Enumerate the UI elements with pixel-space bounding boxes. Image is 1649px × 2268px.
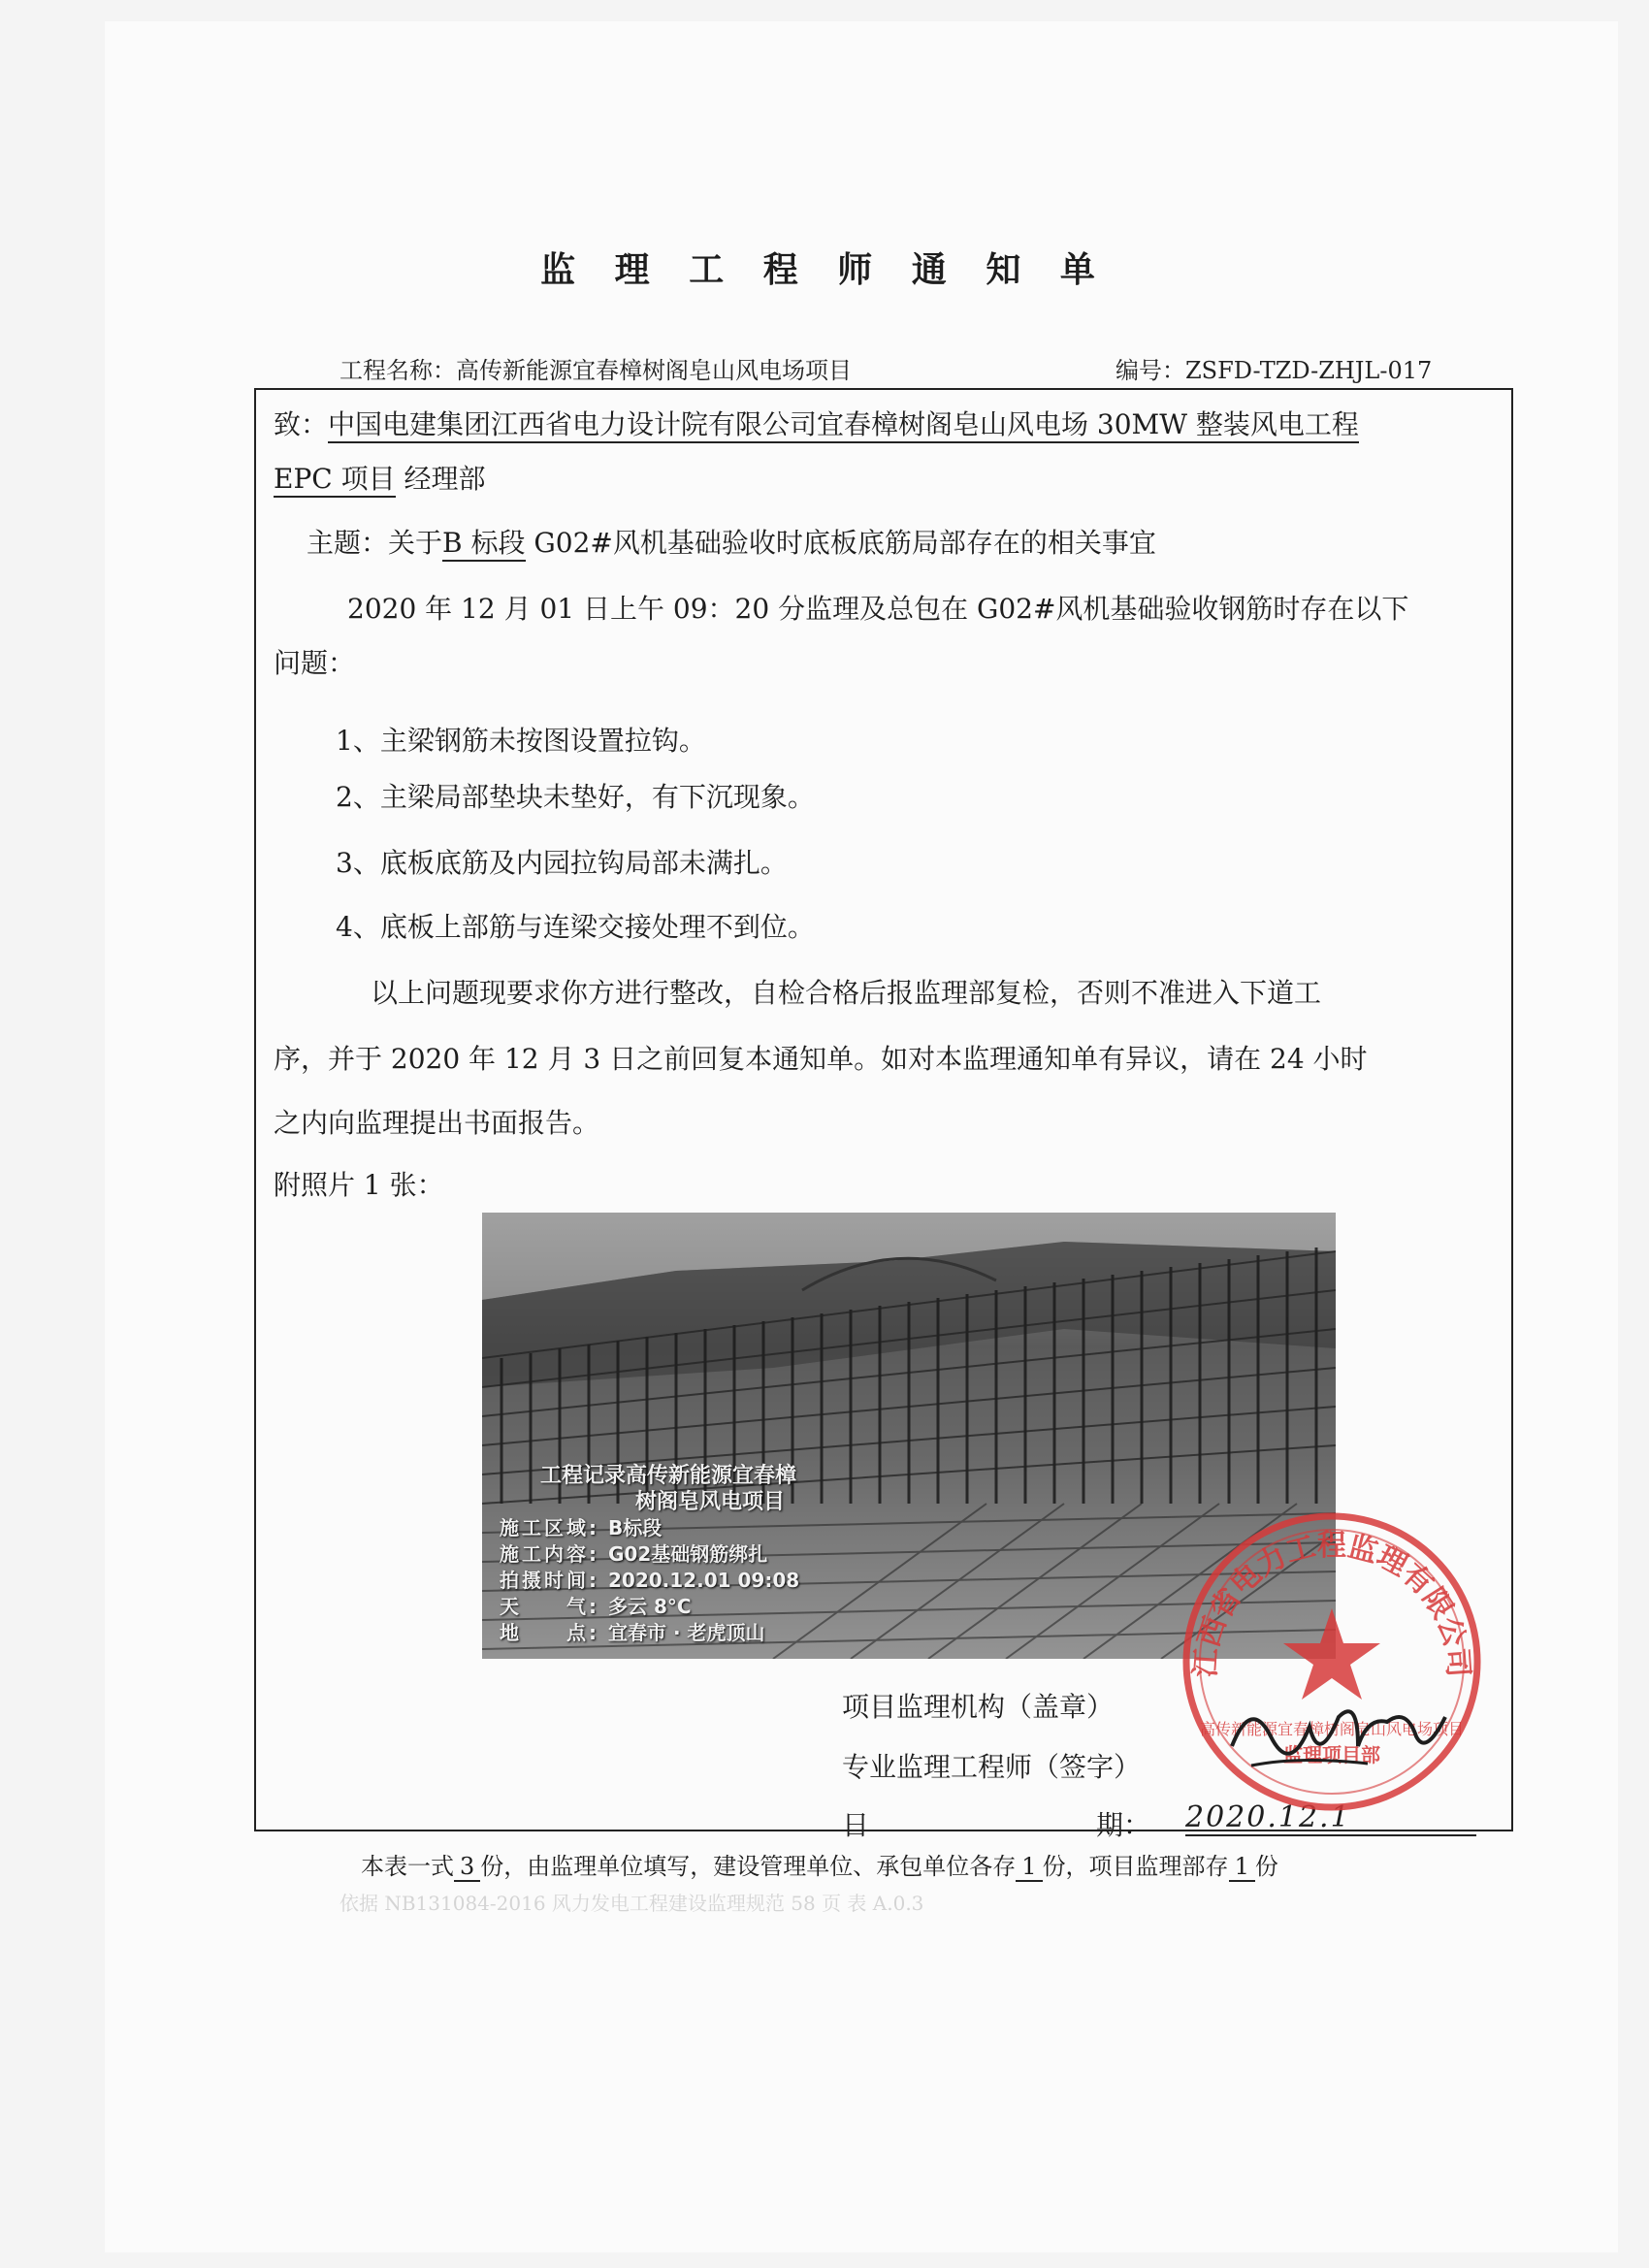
caption-value: 宜春市 · 老虎顶山: [608, 1621, 765, 1644]
attachment-note: 附照片 1 张：: [274, 1169, 444, 1201]
document-code-field: [1116, 351, 1432, 385]
caption-value: G02基础钢筋绑扎: [608, 1542, 768, 1566]
caption-row: [500, 1541, 799, 1568]
caption-label: 天 气:: [500, 1595, 599, 1618]
paragraph-2-line-1: 以上问题现要求你方进行整改，自检合格后报监理部复检，否则不准进入下道工: [371, 977, 1322, 1009]
engineer-signature-label: 专业监理工程师（签字）: [842, 1751, 1142, 1783]
caption-value: 2020.12.01 09:08: [608, 1569, 800, 1592]
caption-label: 施工内容:: [500, 1542, 599, 1566]
caption-label: 地 点:: [500, 1621, 599, 1644]
date-value: 2020.12.1: [1185, 1800, 1476, 1836]
project-name-label: 工程名称：: [340, 357, 456, 384]
document-code-label: 编号：: [1116, 357, 1185, 384]
recipient-department: 经理部: [395, 463, 486, 495]
paragraph-1-line-1: 2020 年 12 月 01 日上午 09：20 分监理及总包在 G02#风机基础验收钢筋时存在以下: [347, 593, 1409, 625]
copies-note-text: 份，项目监理部存: [1042, 1853, 1229, 1880]
copies-note: [361, 1847, 1278, 1881]
project-name-field: [340, 351, 852, 385]
caption-row: [500, 1568, 799, 1594]
caption-row: [500, 1594, 799, 1620]
caption-title-line-2: 树阁皂风电项目: [635, 1490, 786, 1514]
date-label-start: 日: [842, 1809, 870, 1841]
standard-reference: 依据 NB131084-2016 风力发电工程建设监理规范 58 页 表 A.0.3: [340, 1892, 924, 1915]
recipient-line-2: [274, 460, 486, 499]
subject-line: [307, 524, 1156, 563]
seal-outer-text: 江西省电力工程监理有限公司: [1188, 1529, 1475, 1679]
copies-total: 3: [454, 1853, 480, 1882]
copies-supervision: 1: [1229, 1853, 1255, 1882]
document-title: 监 理 工 程 师 通 知 单: [540, 249, 1109, 290]
issue-item: 3、底板底筋及内园拉钩局部未满扎。: [336, 847, 788, 879]
subject-text: G02#风机基础验收时底板底筋局部存在的相关事宜: [525, 527, 1156, 559]
project-name-value: 高传新能源宜春樟树阁皂山风电场项目: [456, 357, 852, 384]
subject-section: B 标段: [442, 527, 525, 562]
recipient-prefix: 致：: [274, 408, 329, 440]
caption-row: [500, 1515, 799, 1541]
caption-label: 拍摄时间:: [500, 1569, 599, 1592]
document-code-value: ZSFD-TZD-ZHJL-017: [1185, 357, 1433, 384]
seal-inner-text: 高传新能源宜春樟树阁皂山风电场项目: [1199, 1720, 1465, 1738]
subject-prefix: 主题：关于: [307, 527, 443, 559]
paragraph-2-line-3: 之内向监理提出书面报告。: [274, 1107, 600, 1139]
seal-bottom-text: 监理项目部: [1283, 1743, 1380, 1766]
caption-label: 施工区域:: [500, 1516, 599, 1539]
handwritten-signature: [1212, 1678, 1465, 1785]
paragraph-1-line-2: 问题：: [274, 647, 356, 679]
recipient-line-1: [274, 405, 1359, 444]
issue-item: 1、主梁钢筋未按图设置拉钩。: [336, 725, 706, 757]
issue-item: 4、底板上部筋与连梁交接处理不到位。: [336, 911, 815, 943]
photo-caption: [500, 1463, 799, 1646]
copies-note-text: 份，由监理单位填写，建设管理单位、承包单位各存: [480, 1853, 1017, 1880]
supervision-org-label: 项目监理机构（盖章）: [842, 1691, 1115, 1723]
caption-value: B标段: [608, 1516, 663, 1539]
copies-owner-contractor: 1: [1016, 1853, 1042, 1882]
caption-value: 多云 8°C: [608, 1595, 692, 1618]
copies-note-text: 份: [1254, 1853, 1278, 1880]
recipient-name: 中国电建集团江西省电力设计院有限公司宜春樟树阁皂山风电场 30MW 整装风电工程: [328, 408, 1359, 443]
recipient-project: EPC 项目: [274, 463, 396, 498]
paragraph-2-line-2: 序，并于 2020 年 12 月 3 日之前回复本通知单。如对本监理通知单有异议，请在 24 小时: [274, 1043, 1368, 1075]
issue-item: 2、主梁局部垫块未垫好，有下沉现象。: [336, 781, 815, 813]
caption-row: [500, 1620, 799, 1646]
date-label-end: 期：: [1096, 1809, 1151, 1841]
copies-note-text: 本表一式: [361, 1853, 454, 1880]
caption-title-line-1: 工程记录高传新能源宜春樟: [540, 1464, 797, 1488]
